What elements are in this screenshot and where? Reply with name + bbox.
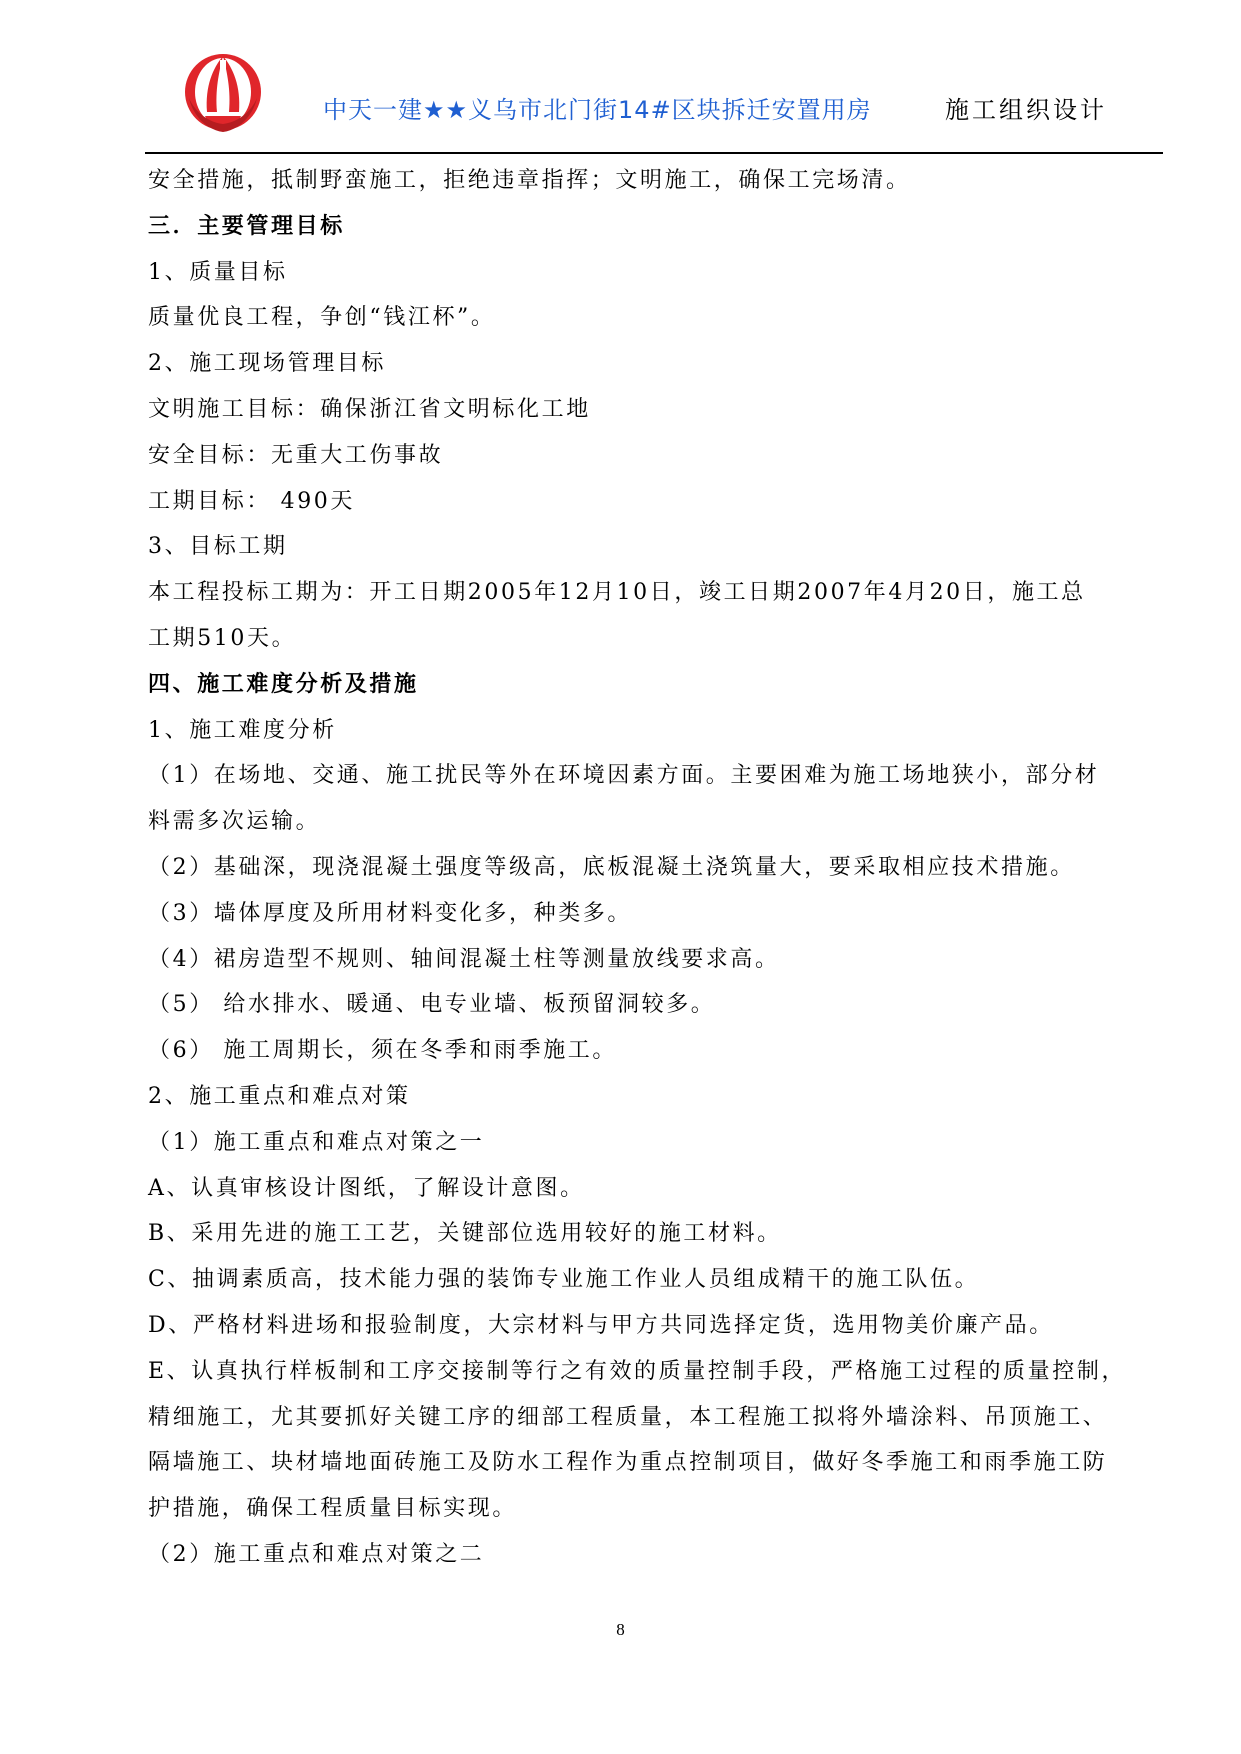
body-line: （2）基础深，现浇混凝土强度等级高，底板混凝土浇筑量大，要采取相应技术措施。 xyxy=(148,854,1075,880)
section-heading: 四、施工难度分析及措施 xyxy=(148,670,419,697)
body-line: （5） 给水排水、暖通、电专业墙、板预留洞较多。 xyxy=(148,992,716,1018)
body-line: 护措施，确保工程质量目标实现。 xyxy=(148,1496,518,1522)
header-document-type: 施工组织设计 xyxy=(945,96,1107,124)
body-line: 安全目标：无重大工伤事故 xyxy=(148,442,444,468)
body-line: E、认真执行样板制和工序交接制等行之有效的质量控制手段，严格施工过程的质量控制， xyxy=(148,1358,1127,1384)
document-body xyxy=(148,158,1128,1578)
body-line: （2）施工重点和难点对策之二 xyxy=(148,1541,485,1567)
body-line: 质量优良工程，争创“钱江杯”。 xyxy=(148,305,496,331)
page-header xyxy=(145,40,1163,154)
body-line: C、抽调素质高，技术能力强的装饰专业施工作业人员组成精干的施工队伍。 xyxy=(148,1267,980,1293)
body-line: 2、施工重点和难点对策 xyxy=(148,1083,411,1109)
body-line: 本工程投标工期为：开工日期2005年12月10日，竣工日期2007年4月20日，施工总 xyxy=(148,580,1086,606)
body-line: A、认真审核设计图纸，了解设计意图。 xyxy=(148,1175,585,1201)
body-line: 2、施工现场管理目标 xyxy=(148,351,386,377)
body-line: 安全措施，抵制野蛮施工，拒绝违章指挥；文明施工，确保工完场清。 xyxy=(148,168,911,193)
body-line: 3、目标工期 xyxy=(148,534,288,560)
body-line: B、采用先进的施工工艺，关键部位选用较好的施工材料。 xyxy=(148,1221,782,1247)
body-line: （1）在场地、交通、施工扰民等外在环境因素方面。主要困难为施工场地狭小，部分材 xyxy=(148,763,1100,789)
body-line: 工期510天。 xyxy=(148,625,297,651)
body-line: 料需多次运输。 xyxy=(148,809,321,835)
body-line: （1）施工重点和难点对策之一 xyxy=(148,1129,485,1155)
section-heading: 三．主要管理目标 xyxy=(148,212,345,239)
body-line: （3）墙体厚度及所用材料变化多，种类多。 xyxy=(148,900,632,926)
body-line: D、严格材料进场和报验制度，大宗材料与甲方共同选择定货，选用物美价廉产品。 xyxy=(148,1312,1054,1338)
header-project-title: 中天一建★★义乌市北门街14#区块拆迁安置用房 xyxy=(323,96,872,124)
body-line: （4）裙房造型不规则、轴间混凝土柱等测量放线要求高。 xyxy=(148,946,780,972)
body-line: 工期目标： 490天 xyxy=(148,488,355,514)
body-line: 隔墙施工、块材墙地面砖施工及防水工程作为重点控制项目，做好冬季施工和雨季施工防 xyxy=(148,1450,1108,1476)
body-line: 1、施工难度分析 xyxy=(148,717,337,743)
page-number: 8 xyxy=(616,1620,625,1639)
body-line: 文明施工目标：确保浙江省文明标化工地 xyxy=(148,396,591,422)
company-logo-icon xyxy=(183,50,263,134)
body-line: （6） 施工周期长，须在冬季和雨季施工。 xyxy=(148,1038,617,1064)
body-line: 1、质量目标 xyxy=(148,259,288,285)
body-line: 精细施工，尤其要抓好关键工序的细部工程质量，本工程施工拟将外墙涂料、吊顶施工、 xyxy=(148,1404,1108,1430)
